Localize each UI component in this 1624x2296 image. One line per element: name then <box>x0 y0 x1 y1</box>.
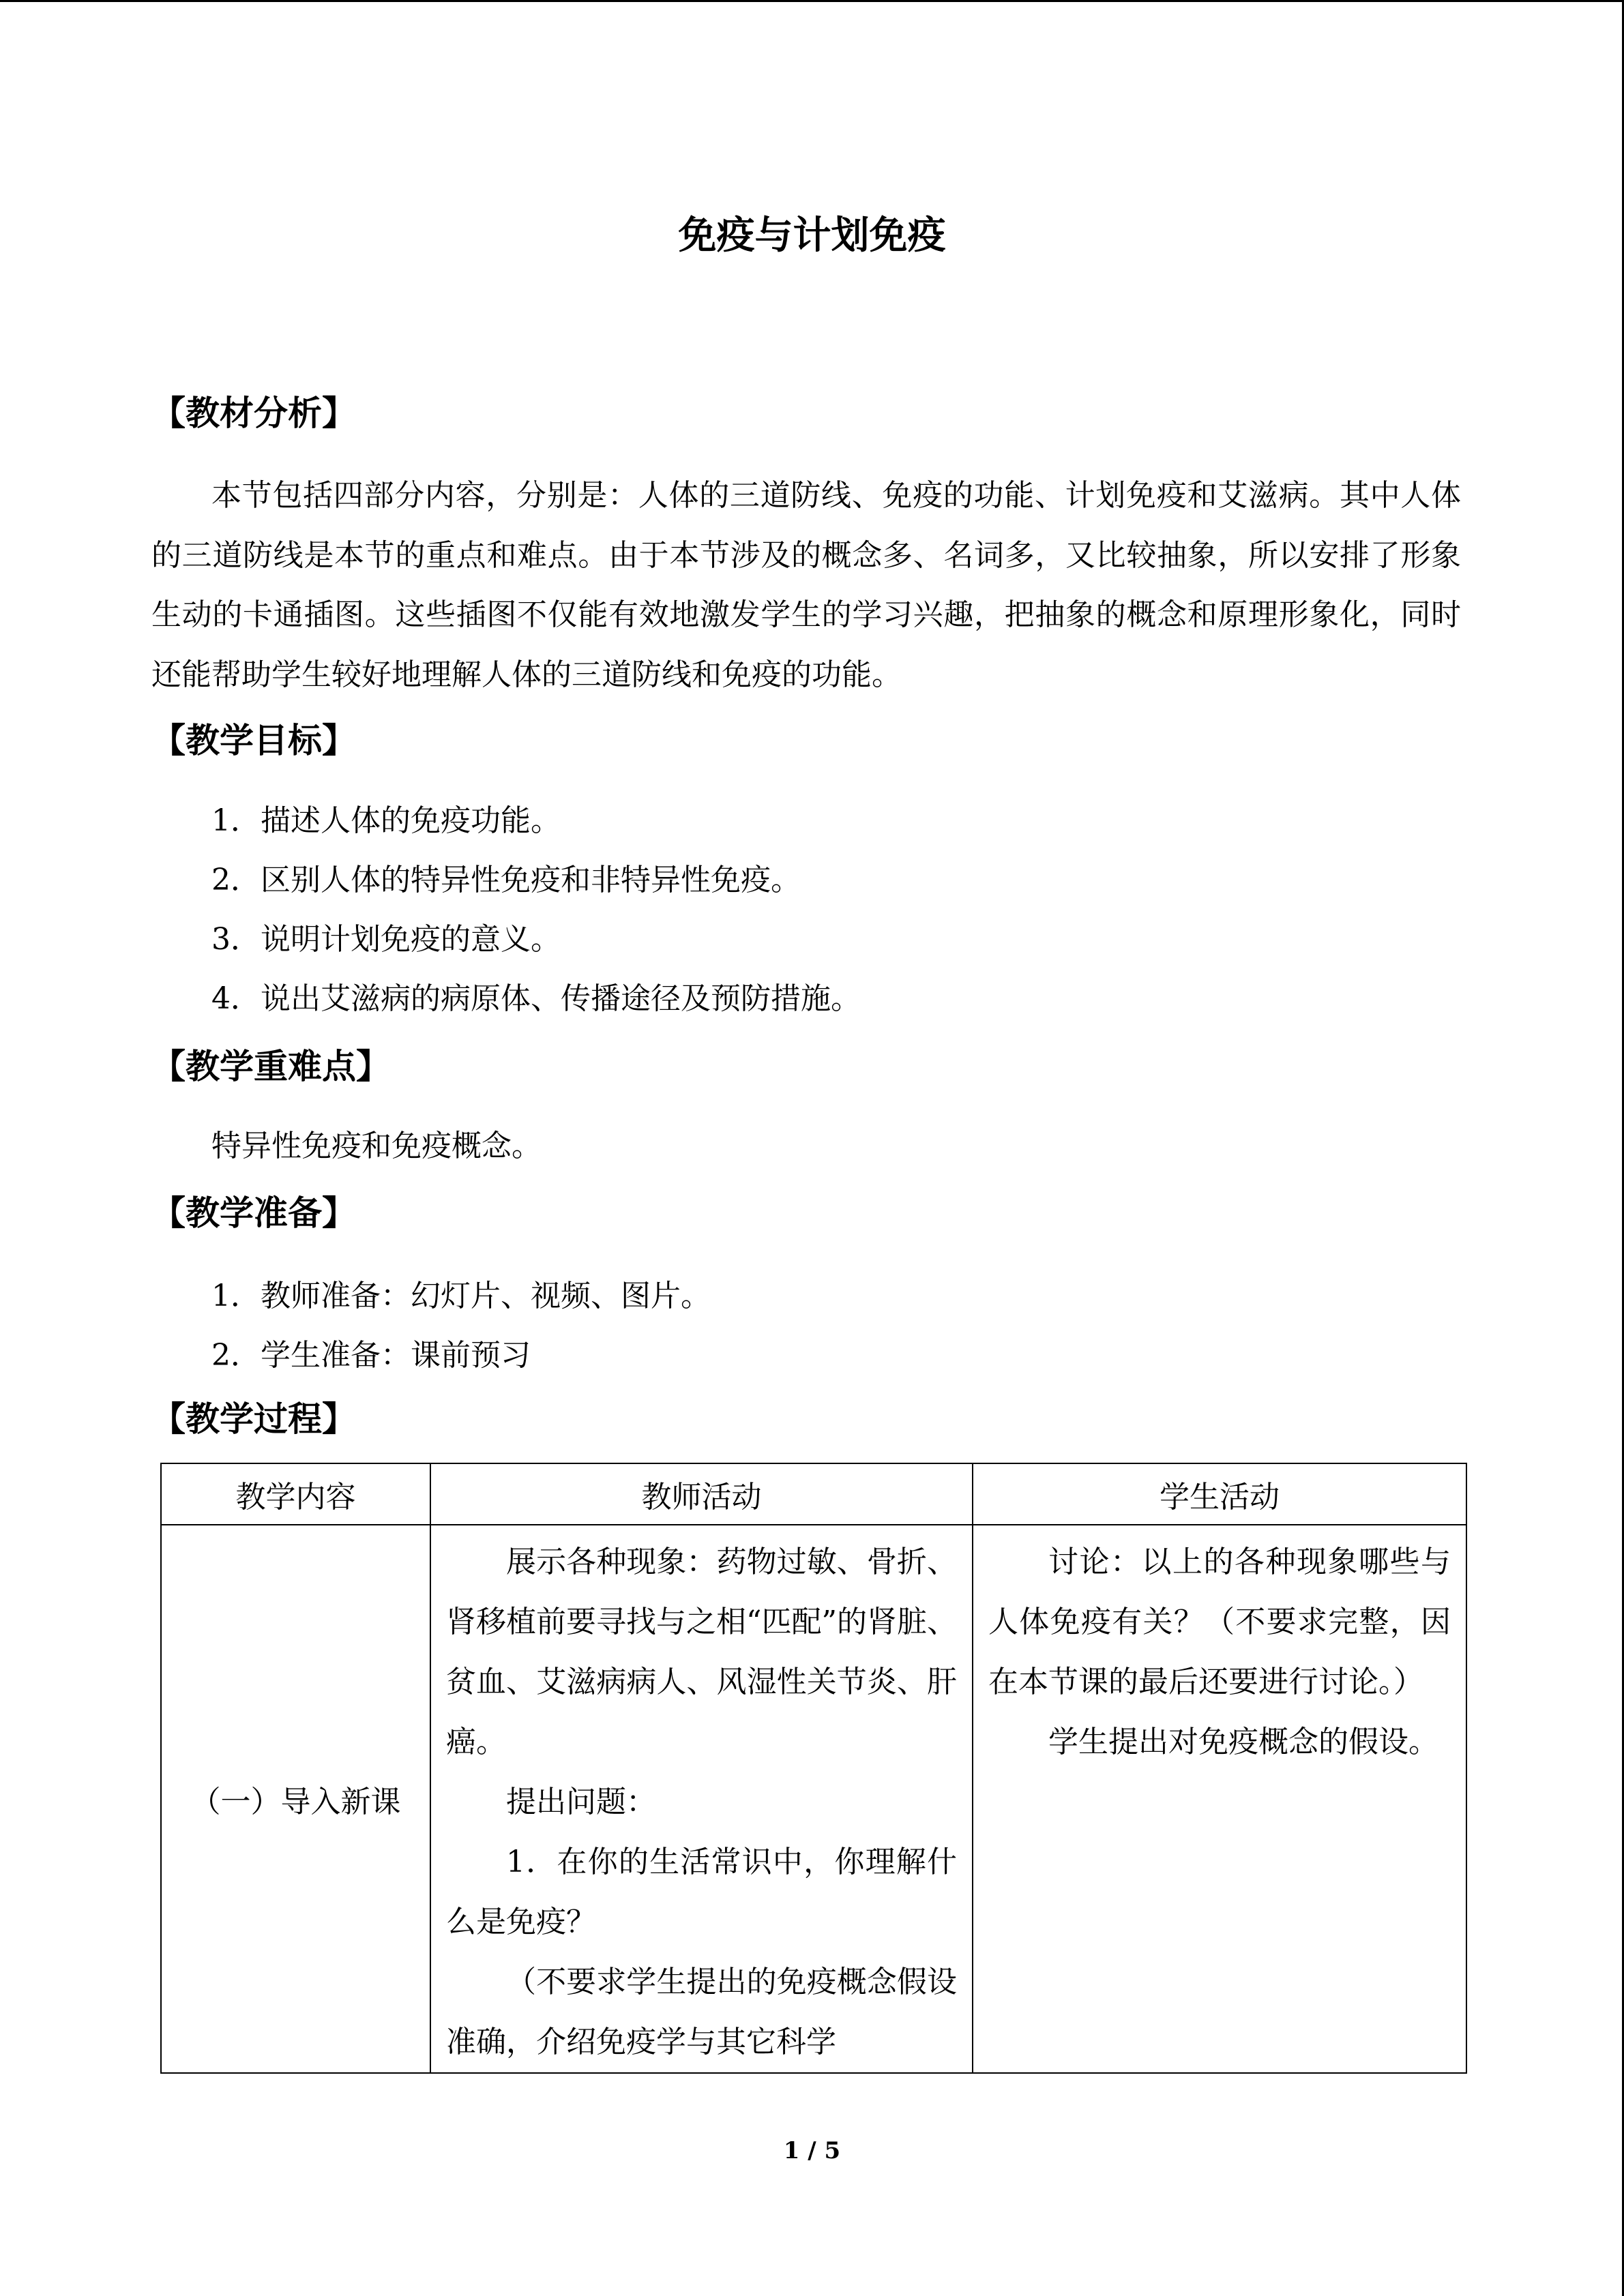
teaching-process-table <box>160 1463 1467 2074</box>
teacher-activity-paragraph: （不要求学生提出的免疫概念假设准确，介绍免疫学与其它科学 <box>446 1965 957 2059</box>
page-border-top <box>0 0 1624 2</box>
column-header: 教师活动 <box>430 1463 973 1525</box>
preparation-item: 1．教师准备：幻灯片、视频、图片。 <box>211 1279 711 1313</box>
teacher-activity-cell <box>430 1525 973 2073</box>
objective-item: 1．描述人体的免疫功能。 <box>211 803 561 838</box>
section-heading-process: 【教学过程】 <box>151 1399 356 1439</box>
student-activity-paragraph: 学生提出对免疫概念的假设。 <box>1048 1725 1438 1759</box>
section-heading-analysis: 【教材分析】 <box>151 393 356 433</box>
teaching-content-cell: （一）导入新课 <box>161 1525 430 2073</box>
teacher-activity-paragraph: 展示各种现象：药物过敏、骨折、肾移植前要寻找与之相“匹配”的肾脏、贫血、艾滋病病人、风湿性关节炎、肝癌。 <box>446 1545 957 1759</box>
objective-item: 2．区别人体的特异性免疫和非特异性免疫。 <box>211 863 801 897</box>
teacher-activity-paragraph: 1．在你的生活常识中，你理解什么是免疫？ <box>446 1845 957 1939</box>
key-points-text: 特异性免疫和免疫概念。 <box>211 1129 542 1163</box>
table-header-row <box>161 1463 1466 1525</box>
page-number: 1 / 5 <box>783 2137 841 2164</box>
section-heading-preparation: 【教学准备】 <box>151 1193 356 1233</box>
teacher-activity-paragraph: 提出问题： <box>506 1785 656 1819</box>
objectives-list <box>211 791 861 1028</box>
preparation-item: 2．学生准备：课前预习 <box>211 1338 531 1373</box>
document-title: 免疫与计划免疫 <box>678 213 946 258</box>
student-activity-cell <box>973 1525 1466 2073</box>
section-heading-objectives: 【教学目标】 <box>151 720 356 760</box>
column-header: 教学内容 <box>161 1463 430 1525</box>
analysis-paragraph: 本节包括四部分内容，分别是：人体的三道防线、免疫的功能、计划免疫和艾滋病。其中人体的三道防线是本节的重点和难点。由于本节涉及的概念多、名词多，又比较抽象，所以安排了形象生动的卡通插图。这些插图不仅能有效地激发学生的学习兴趣，把抽象的概念和原理形象化，同时还能帮助学生较好地理解人体的三道防线和免疫的功能。 <box>151 478 1461 692</box>
student-activity-paragraph: 讨论：以上的各种现象哪些与人体免疫有关？（不要求完整，因在本节课的最后还要进行讨论。） <box>988 1545 1451 1699</box>
objective-item: 4．说出艾滋病的病原体、传播途径及预防措施。 <box>211 981 861 1016</box>
column-header: 学生活动 <box>973 1463 1466 1525</box>
section-heading-key-points: 【教学重难点】 <box>151 1046 390 1086</box>
preparation-list <box>211 1266 711 1385</box>
objective-item: 3．说明计划免疫的意义。 <box>211 922 561 957</box>
table-row <box>161 1525 1466 2073</box>
